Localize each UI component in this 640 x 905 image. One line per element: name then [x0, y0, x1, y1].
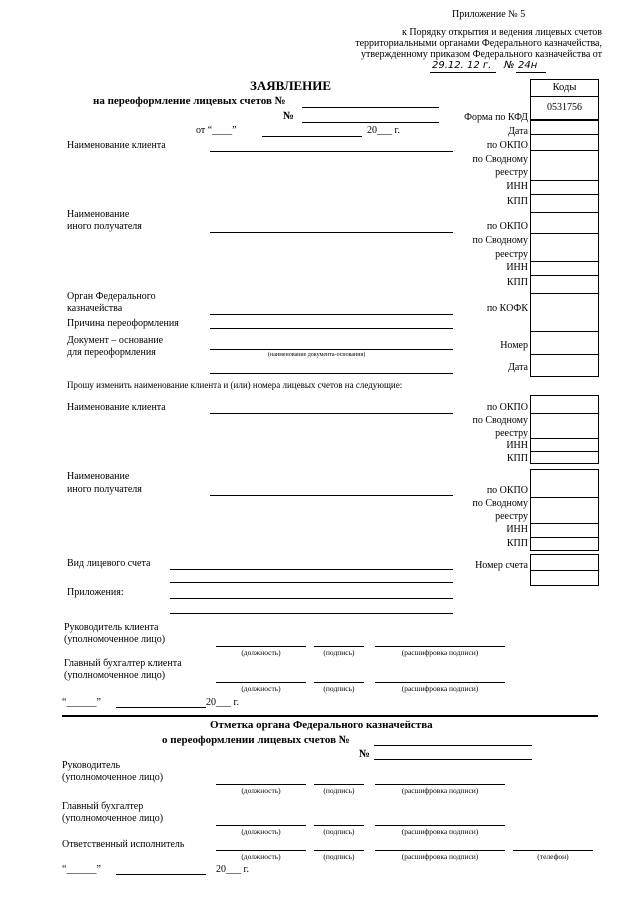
codes-header: Коды: [531, 80, 598, 97]
mark-date-year: 20___ г.: [216, 864, 249, 875]
reason-label: Причина переоформления: [67, 318, 179, 329]
mark-executor-phone-caption: (телефон): [537, 852, 569, 861]
request-text: Прошу изменить наименование клиента и (или) номера лицевых счетов на следующие:: [67, 380, 403, 390]
client-okpo-label: по ОКПО: [486, 140, 528, 151]
client-accountant-label-2: (уполномоченное лицо): [64, 670, 166, 681]
client-accountant-position-caption: (должность): [241, 684, 281, 693]
mark-accountant-position-caption: (должность): [241, 827, 281, 836]
new-client-codes: [530, 395, 599, 464]
mark-head-decoding-caption: (расшифровка подписи): [401, 786, 479, 795]
new-client-kpp-label: КПП: [506, 453, 528, 464]
client-accountant-signature-caption: (подпись): [323, 684, 355, 693]
mark-executor-decoding-caption: (расшифровка подписи): [401, 852, 479, 861]
doc-basis-caption: (наименование документа-основания): [268, 352, 366, 358]
client-head-decoding-caption: (расшифровка подписи): [401, 648, 479, 657]
mark-accountant-signature-caption: (подпись): [323, 827, 355, 836]
mark-executor-decoding-field[interactable]: [375, 850, 505, 851]
date-label: Дата: [508, 126, 528, 137]
client-date-day: “______”: [62, 697, 101, 708]
doc-basis-field[interactable]: [210, 349, 453, 350]
client-head-decoding-field[interactable]: [375, 646, 505, 647]
new-other-kpp-cell[interactable]: [531, 538, 598, 552]
mark-accountant-label-1: Главный бухгалтер: [62, 801, 144, 812]
header-line-2: территориальными органами Федерального казначейства,: [355, 38, 602, 49]
client-svodny-label-2: реестру: [495, 167, 528, 178]
mark-title-2: о переоформлении лицевых счетов №: [162, 734, 350, 746]
new-other-inn-label: ИНН: [506, 524, 528, 535]
new-client-name-label: Наименование клиента: [67, 402, 166, 413]
new-client-kpp-cell[interactable]: [531, 452, 598, 465]
kofk-cell[interactable]: [531, 294, 598, 332]
appendix-label: Приложение № 5: [452, 9, 526, 20]
from-date-label: от “____”: [196, 125, 237, 136]
other-recipient-label-1: Наименование: [67, 209, 130, 220]
new-client-inn-label: ИНН: [506, 440, 528, 451]
attachments-field-3[interactable]: [170, 613, 453, 614]
mark-head-decoding-field[interactable]: [375, 784, 505, 785]
account-number-codes: [530, 554, 599, 586]
mark-head-label-1: Руководитель: [62, 760, 121, 771]
handwritten-number-sign: №: [504, 60, 515, 71]
client-accountant-decoding-field[interactable]: [375, 682, 505, 683]
from-year-label: 20___ г.: [367, 125, 400, 136]
client-head-signature-caption: (подпись): [323, 648, 355, 657]
doc-number-label: Номер: [500, 340, 528, 351]
mark-accountant-signature-field[interactable]: [314, 825, 364, 826]
account-number-cell-1[interactable]: [531, 555, 598, 571]
new-other-okpo-label: по ОКПО: [486, 485, 528, 496]
new-client-okpo-label: по ОКПО: [486, 402, 528, 413]
client-accountant-decoding-caption: (расшифровка подписи): [401, 684, 479, 693]
treasury-label-2: казначейства: [67, 303, 123, 314]
form-subtitle: на переоформление лицевых счетов №: [93, 95, 286, 107]
new-other-svodny-label-1: по Сводному: [472, 498, 528, 509]
mark-executor-position-field[interactable]: [216, 850, 306, 851]
account-number-field[interactable]: [302, 107, 439, 108]
kofk-label: по КОФК: [486, 303, 528, 314]
kfd-code-cell: 0531756: [531, 97, 598, 121]
other-inn-cell[interactable]: [531, 262, 598, 276]
client-accountant-signature-field[interactable]: [314, 682, 364, 683]
doc-date-cell[interactable]: [531, 355, 598, 377]
other-svodny-cell[interactable]: [531, 234, 598, 262]
header-number-underline: [516, 72, 546, 73]
other-recipient-label-2: иного получателя: [67, 221, 142, 232]
header-date-underline: [430, 72, 496, 73]
new-other-svodny-cell[interactable]: [531, 498, 598, 524]
client-name-field[interactable]: [210, 151, 453, 152]
client-svodny-cell[interactable]: [531, 151, 598, 181]
other-svodny-label-1: по Сводному: [472, 235, 528, 246]
mark-accountant-decoding-caption: (расшифровка подписи): [401, 827, 479, 836]
new-client-name-field[interactable]: [210, 413, 453, 414]
mark-date-day: “______”: [62, 864, 101, 875]
account-number-field-2[interactable]: [302, 122, 439, 123]
new-other-svodny-label-2: реестру: [495, 511, 528, 522]
treasury-field[interactable]: [210, 314, 453, 315]
doc-basis-label-2: для переоформления: [67, 347, 156, 358]
number-sign: №: [283, 110, 295, 122]
client-head-position-field[interactable]: [216, 646, 306, 647]
mark-accountant-label-2: (уполномоченное лицо): [62, 813, 164, 824]
client-head-signature-field[interactable]: [314, 646, 364, 647]
new-other-kpp-label: КПП: [506, 538, 528, 549]
mark-head-position-caption: (должность): [241, 786, 281, 795]
other-kpp-label: КПП: [506, 277, 528, 288]
new-other-label-1: Наименование: [67, 471, 130, 482]
account-number-label: Номер счета: [475, 560, 528, 571]
client-kpp-cell[interactable]: [531, 195, 598, 213]
client-svodny-label-1: по Сводному: [472, 154, 528, 165]
mark-executor-position-caption: (должность): [241, 852, 281, 861]
account-type-field[interactable]: [170, 569, 453, 570]
form-title: ЗАЯВЛЕНИЕ: [250, 78, 332, 93]
new-other-label-2: иного получателя: [67, 484, 142, 495]
client-kpp-label: КПП: [506, 196, 528, 207]
mark-number-sign: №: [359, 748, 371, 760]
new-other-inn-cell[interactable]: [531, 524, 598, 538]
new-other-field[interactable]: [210, 495, 453, 496]
new-client-svodny-label-1: по Сводному: [472, 415, 528, 426]
other-svodny-label-2: реестру: [495, 249, 528, 260]
mark-executor-phone-field[interactable]: [513, 850, 593, 851]
other-kpp-cell[interactable]: [531, 276, 598, 294]
other-inn-label: ИНН: [506, 262, 528, 273]
other-okpo-label: по ОКПО: [486, 221, 528, 232]
client-okpo-cell[interactable]: [531, 135, 598, 151]
new-client-okpo-cell[interactable]: [531, 396, 598, 414]
new-other-okpo-cell[interactable]: [531, 470, 598, 498]
client-head-position-caption: (должность): [241, 648, 281, 657]
mark-date-month-field[interactable]: [116, 874, 206, 875]
account-type-label: Вид лицевого счета: [67, 558, 151, 569]
client-inn-label: ИНН: [506, 181, 528, 192]
mark-head-signature-caption: (подпись): [323, 786, 355, 795]
new-client-svodny-cell[interactable]: [531, 414, 598, 439]
treasury-label-1: Орган Федерального: [67, 291, 156, 302]
new-other-codes: [530, 469, 599, 551]
mark-executor-label: Ответственный исполнитель: [62, 839, 185, 850]
mark-head-signature-field[interactable]: [314, 784, 364, 785]
codes-column: [530, 79, 599, 377]
new-client-svodny-label-2: реестру: [495, 428, 528, 439]
mark-title-1: Отметка органа Федерального казначейства: [210, 719, 433, 731]
client-date-month-field[interactable]: [116, 707, 206, 708]
other-okpo-cell[interactable]: [531, 213, 598, 234]
reason-field[interactable]: [210, 328, 453, 329]
doc-date-label: Дата: [508, 362, 528, 373]
mark-accountant-decoding-field[interactable]: [375, 825, 505, 826]
header-line-1: к Порядку открытия и ведения лицевых счетов: [401, 27, 602, 38]
mark-number-field-1[interactable]: [374, 745, 532, 746]
doc-basis-label-1: Документ – основание: [67, 335, 164, 346]
account-number-cell-2[interactable]: [531, 571, 598, 587]
mark-executor-signature-caption: (подпись): [323, 852, 355, 861]
client-head-label-2: (уполномоченное лицо): [64, 634, 166, 645]
mark-number-field-2[interactable]: [374, 759, 532, 760]
header-line-3: утвержденному приказом Федерального казначейства от: [360, 49, 602, 60]
client-inn-cell[interactable]: [531, 181, 598, 195]
handwritten-number: 24н: [518, 60, 538, 71]
handwritten-date: 29.12. 12 г.: [432, 60, 492, 71]
client-accountant-label-1: Главный бухгалтер клиента: [64, 658, 182, 669]
client-accountant-position-field[interactable]: [216, 682, 306, 683]
doc-basis-field-2[interactable]: [210, 373, 453, 374]
client-name-label: Наименование клиента: [67, 140, 166, 151]
client-head-label-1: Руководитель клиента: [64, 622, 159, 633]
kfd-label: Форма по КФД: [464, 112, 528, 123]
mark-head-position-field[interactable]: [216, 784, 306, 785]
mark-executor-signature-field[interactable]: [314, 850, 364, 851]
date-code-cell[interactable]: [531, 121, 598, 135]
other-recipient-field[interactable]: [210, 232, 453, 233]
client-date-year: 20___ г.: [206, 697, 239, 708]
attachments-label: Приложения:: [67, 587, 124, 598]
from-month-field[interactable]: [262, 136, 362, 137]
doc-number-cell[interactable]: [531, 332, 598, 355]
attachments-field-1[interactable]: [170, 582, 453, 583]
mark-head-label-2: (уполномоченное лицо): [62, 772, 164, 783]
section-divider: [62, 715, 598, 717]
new-client-inn-cell[interactable]: [531, 439, 598, 452]
mark-accountant-position-field[interactable]: [216, 825, 306, 826]
attachments-field-2[interactable]: [170, 598, 453, 599]
